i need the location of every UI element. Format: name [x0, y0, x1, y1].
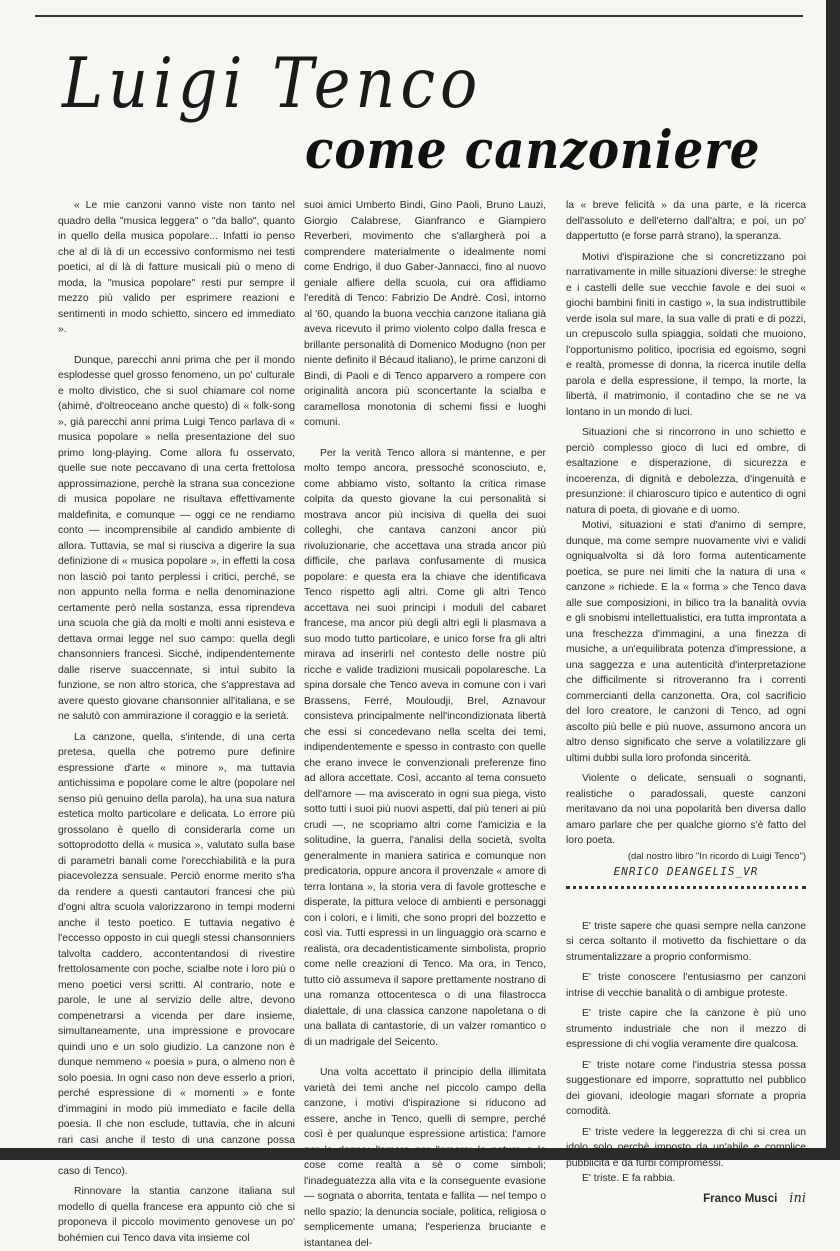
article-column-1: [58, 198, 295, 1246]
author-line: [566, 1191, 806, 1208]
paragraph: Rinnovare la stantia canzone italiana sul modello di quella francese era appunto ciò che si proponeva il piccolo movimento genovese un po' bohémien cui Tenco dava vita insieme col: [58, 1186, 295, 1244]
handwritten-mark: ini: [789, 1190, 806, 1206]
paragraph: suoi amici Umberto Bindi, Gino Paoli, Bruno Lauzi, Giorgio Calabrese, Gianfranco e Giampiero Reverberi, movimento che s'allargherà poi a comprendere materialmente o idealmente nomi come Endrigo, il duo Gaber-Jannacci, fino al nuovo geniale alfiere della scuola, cui ora affidiamo l'eredità di Tenco: Fabrizio De Andrè. Così, intorno al '60, quando la buona vecchia canzone italiana già aveva ricevuto il primo violento colpo dalla fresca e brillante personalità di Domenico Modugno (non per niente definito il Bécaud italiano), le prime canzoni di Bindi, di Paoli e di Tenco apparvero a rompere con originalità ancora più sconcertante la scialba e caramellosa monotonia di schemi fissi e luoghi comuni.: [304, 200, 547, 428]
paragraph: Motivi d'ispirazione che si concretizzano poi narrativamente in mille situazioni diverse: le streghe e i castelli delle sue vecchie favole e dei suoi « giochi bambini finiti in castigo », la sua indistruttibile verde isola sul mare, la sua valle di prati e di pozzi, un crepuscolo sulla spiaggia, soldati che muoiono, l'opportunismo politico, ipocrisia ed egoismo, sogni e realtà, promesse di donna, la ricerca inutile della parola e della espressione, il tempo, la morte, la libertà, il matrimonio, il contadino che se ne va lontano in un mondo di luci.: [566, 251, 806, 418]
paragraph: Violente o delicate, sensuali o sognanti, realistiche o paradossali, queste canzoni meritavano da noi una popolarità ben diversa dallo amaro parlare che per qualche giorno s'è fatto del loro poeta.: [566, 773, 806, 846]
sidebar-paragraph: E' triste. E fa rabbia.: [582, 1173, 676, 1184]
paragraph: Situazioni che si rincorrono in uno schietto e perciò complesso gioco di luci ed ombre, di esaltazione e disperazione, di sicurezza e incoerenza, di dignità e debolezza, d'ingenuità e presunzione: il chiaroscuro tipico e autentico di ogni natura di poeta, di giovane e di uomo.: [566, 427, 806, 516]
article-column-3: [566, 198, 806, 1207]
paragraph: Una volta accettato il principio della illimitata varietà dei temi anche nel piccolo campo della canzone, i motivi d'ispirazione si riducono ad essere, anche in Tenco, quelli di sempre, perché così è per qualunque espressione artistica: l'amore per la donna; l'amore per l'amore; la natura e le cose come realtà a sè o come simboli; l'inadeguatezza alla vita e la conseguente evasione — sognata o aborrita, tentata e fallita — nel tempo o nello spazio; la denuncia sociale, politica, religiosa o semplicemente umana; l'esperienza bruciante e istantanea del-: [304, 1067, 546, 1249]
handwritten-signature: ENRICO DEANGELIS_VR: [613, 865, 759, 878]
author-name: Franco Musci: [703, 1192, 778, 1205]
paragraph: Motivi, situazioni e stati d'animo di sempre, dunque, ma come sempre nuovamente vivi e validi ogniqualvolta si dà loro forma autenticamente poetica, se pure nei limiti che la natura di una « canzone » richiede. E la « forma » che Tenco dava alle sue composizioni, in bilico tra la banalità ovvia e gli snobismi intellettualistici, era tutta improntata a una freschezza d'immagini, a una finezza di musiche, a un'equilibrata potenza d'impressione, a una saggezza e una autenticità d'interpretazione che difficilmente si ritroveranno fra i correnti commercianti della canzonetta. Ora, col sacrificio del loro creatore, le canzoni di Tenco, ad ogni ascolto più belle e più nuove, assumono ancora un altro denso significato che serve a volatilizzare gli ultimi dubbi sulla loro profonda sincerità.: [566, 520, 806, 764]
sidebar-paragraph: E' triste capire che la canzone è più uno strumento industriale che non il mezzo di espressione di chi voglia veramente dire qualcosa.: [566, 1008, 806, 1050]
sidebar-paragraph: E' triste vedere la leggerezza di chi si crea un idolo solo perchè imposto da un'abile e complice pubblicità e da furbi compromessi.: [566, 1126, 806, 1169]
top-rule: [35, 15, 803, 17]
dotted-separator: [566, 886, 806, 889]
sidebar-piece: [566, 919, 806, 1208]
source-note: (dal nostro libro "In ricordo di Luigi Tenco"): [627, 850, 806, 862]
article-title-line-1: Luigi Tenco: [62, 42, 483, 124]
scan-edge-right: [826, 0, 840, 1160]
sidebar-paragraph: E' triste notare come l'industria stessa possa suggestionare ed imporre, soprattutto nel pubblico dei giovani, ideologie magari sfornate a propria comodità.: [566, 1059, 806, 1117]
article-column-2: [304, 198, 546, 1251]
paragraph: Per la verità Tenco allora si mantenne, e per molto tempo ancora, pressoché sconosciuto, e, come abbiamo visto, soltanto la critica rimase colpita da questo giovane la cui personalità si mostrava ancor più incisiva di quella dei suoi colleghi, che cantava canzoni ancor più rivoluzionarie, che accettava una strada ancor più difficile, che parlava confusamente di musica popolare: e questa era la chiave che identificava Tenco rispetto agli altri. Come gli altri Tenco accettava nei suoi principi i moduli del cabaret francese, ma ancor più degli altri egli li plasmava a suo modo tutto particolare, e unico forse fra gli altri mirava ad inserirli nel contesto delle nostre più ricche e valide tradizioni musicali popolaresche. La spina dorsale che Tenco aveva in comune con i vari Brassens, Ferré, Mouloudji, Brel, Aznavour consisteva principalmente nell'incondizionata libertà che essi si concedevano nella scelta dei temi, indipendentemente e spesso in contrasto con quelle che erano invece le convenzionali preferenze fino ad allora accettate. Così, accanto al tema consueto dell'amore — ma aviscerato in ogni sua piega, visto sotto tutti i suoi più nuovi aspetti, dal più teneri ai più crudi —, ne scopriamo altri come l'amicizia e la solitudine, la guerra, l'analisi della società, svolta generalmente in maniera satirica e comunque non predicatoria, oppure ancora il provenzale « amore di terra lontana », la storia vera di favole grottesche e disperate, la pittura veloce di ambienti e personaggi con i colori, e i limiti, che sono propri del bozzetto e così via. Tutti espressi in un linguaggio ora scarno e realista, ora decadentisticamente simbolista, proprio come nelle creazioni di Tenco. Ma ora, in Tenco, tutto ciò assumeva il sapore prettamente nostrano di una romanza ottocentesca o di una filastrocca dialettale, di una classica canzone napoletana o di una ballata di cantastorie, di un valzer romantico o di un madrigale del Seicento.: [304, 447, 546, 1048]
paragraph: la « breve felicità » da una parte, e la ricerca dell'assoluto e dell'eterno dall'altra; e poi, un po' dappertutto (e forse parrà strano), la speranza.: [566, 200, 806, 242]
sidebar-paragraph: E' triste sapere che quasi sempre nella canzone si cerca soltanto il motivetto da fischiettare o da strumentalizzare a proprio conformismo.: [566, 920, 806, 963]
paragraph: La canzone, quella, s'intende, di una certa pretesa, quella che potremo pure definire espressione d'arte « minore », ma tuttavia antichissima e popolare come le altre (popolare nel senso più genuino della parola), ha una sua natura estetica molto particolare e delicata. Lo errore più grossolano è quello di considerarla come un sottoprodotto della « musica », valutato sulla base di parametri banali come l'orecchiabilità e la pura piacevolezza sensuale. Perciò enorme merito s'ha da rendere a questi cantautori francesi che più d'ogni altra scuola valorizzarono in tempi moderni anche il testo poetico. E tuttavia negativo è l'eccesso opposto in cui quegli stessi chansonniers talvolta caddero, accontentandosi di rivestire frettolosamente con poche, scialbe note i loro più o meno poetici versi scritti. Al contrario, note e parole, le une al servizio delle altre, devono compenetrarsi a vicenda per dare insieme, simultaneamente, una impressione e provocare quindi uno e un solo giudizio. La canzone non è dunque nemmeno « poesia » pura, o almeno non è solo poesia. In ogni caso non deve esserlo a priori, perché espressione di « momenti » e fonte d'immagini in modo più immediato e facile della poesia. Il che non esclude, tuttavia, che in alcuni rari casi anche il testo di una canzone possa rivelarsi, a posteriori, vera poesia (ed è talvolta il caso di Tenco).: [58, 731, 295, 1177]
paragraph: Dunque, parecchi anni prima che per il mondo esplodesse quel grosso fenomeno, un po' culturale e molto divistico, che si suol chiamare col nome (ahimè, d'oltreoceano anche questo) di « folk-song », già parecchi anni prima Luigi Tenco parlava di « musica popolare » nella presentazione del suo primo long-playing. Come allora fu osservato, quelle sue note peccavano di una certa frettolosa approssimazione, perchè la strana sua concezione di musica popolare ne risultava effettivamente maldefinita, e comunque — oggi ce ne rendiamo conto — incomprensibile al candido ambiente di allora. Tuttavia, se mal si riusciva a digerire la sua definizione di « musica popolare », in effetti la cosa non lasciò poi tanto perplessi i critici, perché, se non appunto nella forma e nella denominazione certamente però nella sostanza, essa riprendeva una scuola che già da molti e molti anni esisteva e dettava ormai legge nel suo campo: quella degli chansonniers francesi. Sicché, indipendentemente dalle riserve suaccennate, si intuì subito la funzione, se non altro storica, che s'apprestava ad avere questo giovane chansonnier all'italiana, e se ne salutò con ammirazione il coraggio e la serietà.: [58, 354, 295, 722]
article-title-line-2: come canzoniere: [305, 120, 761, 181]
sidebar-paragraph: E' triste conoscere l'entusiasmo per canzoni intrise di vecchie banalità o di ambigue proteste.: [566, 972, 806, 999]
opening-quote: « Le mie canzoni vanno viste non tanto nel quadro della "musica leggera" o "da ballo", quanto in quello della musica popolare... Infatti io penso che al di là di un eccessivo conformismo nei testi poetici, al di là di fatture musicali più o meno di moda, la "musica popolare" resti pur sempre il mezzo più valido per esprimere reazioni e sentimenti in modo schietto, sincero ed immediato ».: [58, 200, 295, 335]
